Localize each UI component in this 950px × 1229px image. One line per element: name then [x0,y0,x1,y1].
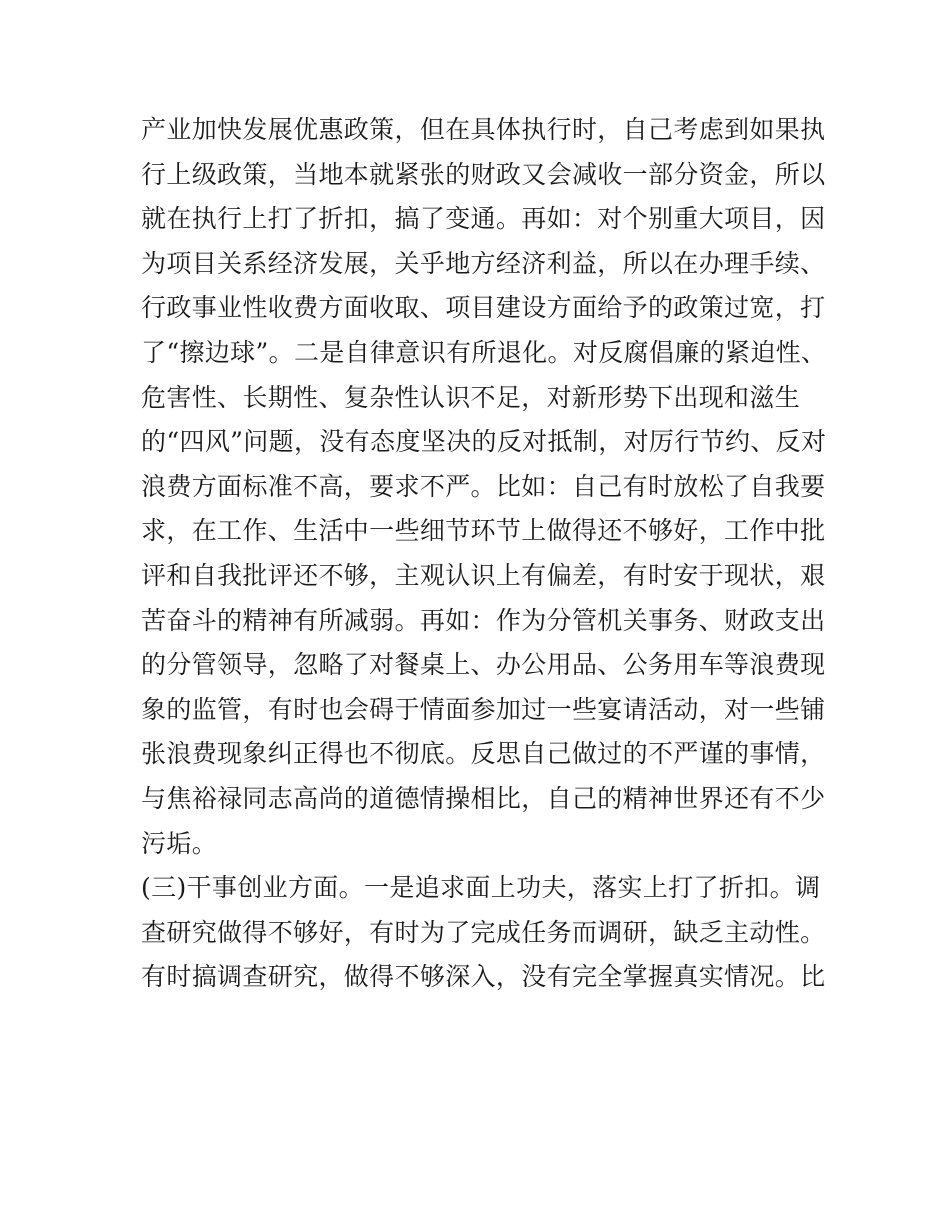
text-line: 求，在工作、生活中一些细节环节上做得还不够好，工作中批 [141,516,826,546]
text-line: 与焦裕禄同志高尚的道德情操相比，自己的精神世界还有不少 [141,783,826,813]
text-line: 评和自我批评还不够，主观认识上有偏差，有时安于现状，艰 [141,560,826,590]
text-line: 的“四风”问题，没有态度坚决的反对抵制，对厉行节约、反对 [141,427,827,457]
text-line: 有时搞调查研究，做得不够深入，没有完全掌握真实情况。比 [141,962,826,992]
text-line: 苦奋斗的精神有所减弱。再如：作为分管机关事务、财政支出 [141,605,826,635]
body-text [141,108,827,1000]
text-line: 为项目关系经济发展，关乎地方经济利益，所以在办理手续、 [141,248,826,278]
text-line: 查研究做得不够好，有时为了完成任务而调研，缺乏主动性。 [141,917,826,947]
text-line: 象的监管，有时也会碍于情面参加过一些宴请活动，对一些铺 [141,694,826,724]
text-line: 产业加快发展优惠政策，但在具体执行时，自己考虑到如果执 [141,115,826,144]
text-line: 了“擦边球”。二是自律意识有所退化。对反腐倡廉的紧迫性、 [141,337,827,367]
text-line: 浪费方面标准不高，要求不严。比如：自己有时放松了自我要 [141,471,826,501]
text-line: 污垢。 [141,828,218,858]
text-line: 行上级政策，当地本就紧张的财政又会减收一部分资金，所以 [141,159,826,189]
text-line: 行政事业性收费方面收取、项目建设方面给予的政策过宽，打 [141,293,826,323]
section-heading-line: (三)干事创业方面。一是追求面上功夫，落实上打了折扣。调 [141,873,821,903]
text-line: 危害性、长期性、复杂性认识不足，对新形势下出现和滋生 [141,382,801,412]
text-line: 的分管领导，忽略了对餐桌上、办公用品、公务用车等浪费现 [141,650,826,680]
text-line: 就在执行上打了折扣，搞了变通。再如：对个别重大项目，因 [141,204,826,234]
text-line: 张浪费现象纠正得也不彻底。反思自己做过的不严谨的事情， [141,739,826,769]
